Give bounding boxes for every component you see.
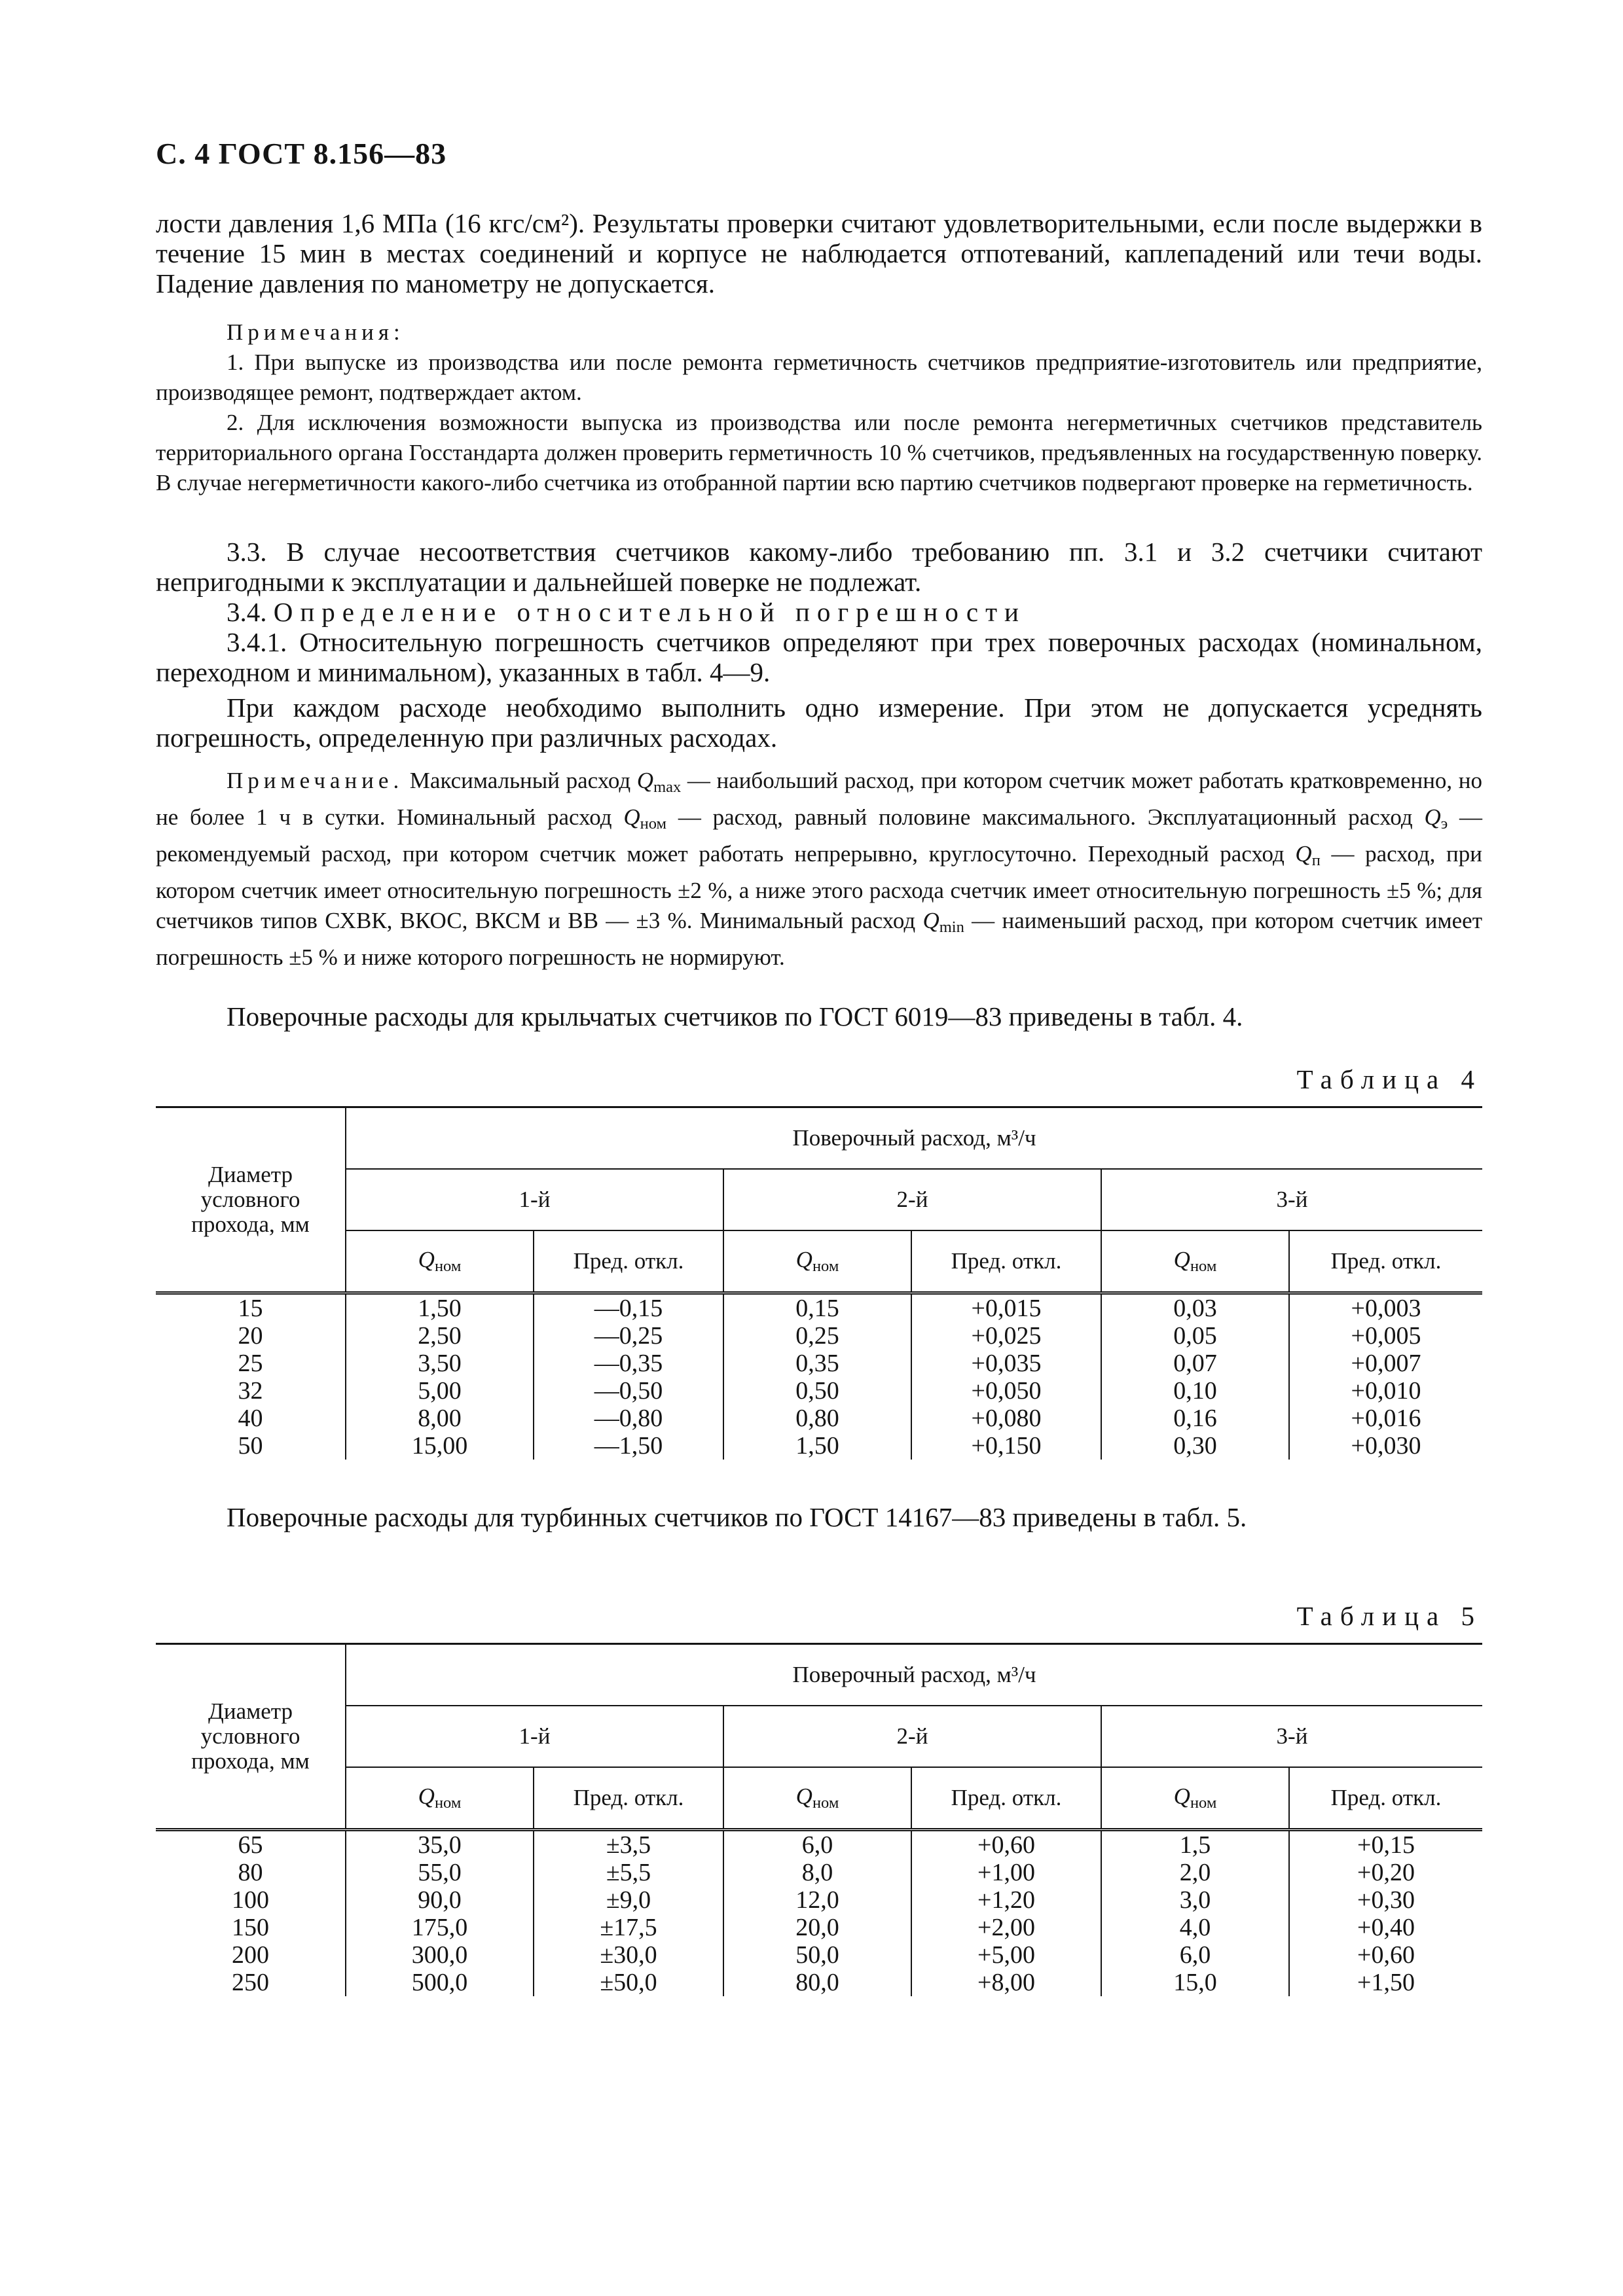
section-3-4-heading xyxy=(156,597,1482,627)
note-label: Примечание. xyxy=(227,768,404,793)
section-3-3-3-4 xyxy=(156,537,1482,753)
para-3-3: 3.3. В случае несоответствия счетчиков какому-либо требованию пп. 3.1 и 3.2 счетчики считают непригодными к эксплуатации и дальнейшей поверке не подлежат. xyxy=(156,537,1482,597)
table5-col-flow: Поверочный расход, м³/ч xyxy=(346,1644,1482,1706)
para-3-4-1: 3.4.1. Относительную погрешность счетчиков определяют при трех поверочных расходах (номинальном, переходном и минимальном), указанных в табл. 4—9. xyxy=(156,627,1482,687)
table5-body xyxy=(156,1830,1482,1997)
table-5 xyxy=(156,1643,1482,1996)
table5-col-diameter: Диаметр условного прохода, мм xyxy=(156,1644,346,1830)
section-3-4-title: Определение относительной погрешности xyxy=(273,597,1026,627)
note-2: 2. Для исключения возможности выпуска из производства или после ремонта негерметичных счетчиков представитель территориального органа Госстандарта должен проверить герметичность 10 % счетчиков, предъявленных на государственную поверку. В случае негерметичности какого-либо счетчика из отобранной партии всю партию счетчиков подвергают проверке на герметичность. xyxy=(156,410,1482,495)
notes-heading: Примечания: xyxy=(227,319,405,345)
table4-pred-1: Пред. откл. xyxy=(534,1230,723,1293)
table4-col-flow: Поверочный расход, м³/ч xyxy=(346,1107,1482,1170)
table5-qnom-3: $Q_{ном}$ xyxy=(1101,1767,1289,1830)
table4-col-q1: 1,50 2,50 3,50 5,00 8,00 15,00 xyxy=(346,1293,534,1460)
table5-qnom-1: $Q_{ном}$ xyxy=(346,1767,534,1830)
table5-qnom-2: $Q_{ном}$ xyxy=(723,1767,911,1830)
table4-flow-1: 1-й xyxy=(346,1169,723,1230)
intro-text: лости давления 1,6 МПа (16 кгс/см²). Результаты проверки считают удовлетворительными, если после выдержки в течение 15 мин в местах соединений и корпусе не наблюдается отпотеваний, каплепадений или течи воды. Падение давления по манометру не допускается. xyxy=(156,208,1482,298)
table5-col-o2: +0,60 +1,00 +1,20 +2,00 +5,00 +8,00 xyxy=(911,1830,1101,1997)
table4-body xyxy=(156,1293,1482,1460)
table5-col-o3: +0,15 +0,20 +0,30 +0,40 +0,60 +1,50 xyxy=(1289,1830,1482,1997)
table4-qnom-3: $Q_{ном}$ xyxy=(1101,1230,1289,1293)
table4-flow-2: 2-й xyxy=(723,1169,1101,1230)
table4-caption: Таблица 4 xyxy=(1296,1064,1482,1094)
section-3-4-number: 3.4. xyxy=(227,597,267,627)
table5-pred-3: Пред. откл. xyxy=(1289,1767,1482,1830)
table5-flow-1: 1-й xyxy=(346,1706,723,1767)
note-1: 1. При выпуске из производства или после ремонта герметичность счетчиков предприятие-изготовитель или предприятие, производящее ремонт, подтверждает актом. xyxy=(156,350,1482,405)
table5-col-q2: 6,0 8,0 12,0 20,0 50,0 80,0 xyxy=(723,1830,911,1997)
table5-pred-1: Пред. откл. xyxy=(534,1767,723,1830)
para-table4-intro: Поверочные расходы для крыльчатых счетчиков по ГОСТ 6019—83 приведены в табл. 4. xyxy=(227,1001,1243,1031)
para-table5-intro: Поверочные расходы для турбинных счетчиков по ГОСТ 14167—83 приведены в табл. 5. xyxy=(227,1502,1247,1532)
table5-caption: Таблица 5 xyxy=(1296,1601,1482,1631)
page-header: С. 4 ГОСТ 8.156—83 xyxy=(156,137,447,170)
intro-paragraph xyxy=(156,208,1482,298)
table4-col-diameter: Диаметр условного прохода, мм xyxy=(156,1107,346,1293)
table4-col-o3: +0,003 +0,005 +0,007 +0,010 +0,016 +0,030 xyxy=(1289,1293,1482,1460)
table4-pred-3: Пред. откл. xyxy=(1289,1230,1482,1293)
notes-block xyxy=(156,317,1482,498)
table5-flow-2: 2-й xyxy=(723,1706,1101,1767)
table4-col-q2: 0,15 0,25 0,35 0,50 0,80 1,50 xyxy=(723,1293,911,1460)
table4-qnom-1: $Q_{ном}$ xyxy=(346,1230,534,1293)
table4-col-o2: +0,015 +0,025 +0,035 +0,050 +0,080 +0,150 xyxy=(911,1293,1101,1460)
table5-col-q3: 1,5 2,0 3,0 4,0 6,0 15,0 xyxy=(1101,1830,1289,1997)
table4-pred-2: Пред. откл. xyxy=(911,1230,1101,1293)
para-each: При каждом расходе необходимо выполнить одно измерение. При этом не допускается усреднять погрешность, определенную при различных расходах. xyxy=(156,692,1482,753)
note-flows xyxy=(156,766,1482,973)
table5-col-o1: ±3,5 ±5,5 ±9,0 ±17,5 ±30,0 ±50,0 xyxy=(534,1830,723,1997)
note-flows-text: Примечание. Максимальный расход $Q_{max}$ — наибольший расход, при котором счетчик может работать кратковременно, но не более 1 ч в сутки. Номинальный расход $Q_{ном}$ — расход, равный половине максимального. Эксплуатационный расход $Q_э$ — рекомендуемый расход, при котором счетчик может работать непрерывно, круглосуточно. Переходный расход $Q_п$ — расход, при котором счетчик имеет относительную погрешность ±2 %, а ниже этого расхода счетчик имеет относительную погрешность ±5 %; для счетчиков типов СХВК, ВКОС, ВКСМ и ВВ — ±3 %. Минимальный расход $Q_{min}$ — наименьший расход, при котором счетчик имеет погрешность ±5 % и ниже которого погрешность не нормируют. xyxy=(156,768,1483,970)
table5-pred-2: Пред. откл. xyxy=(911,1767,1101,1830)
table4-qnom-2: $Q_{ном}$ xyxy=(723,1230,911,1293)
table-4 xyxy=(156,1106,1482,1460)
table4-col-o1: —0,15 —0,25 —0,35 —0,50 —0,80 —1,50 xyxy=(534,1293,723,1460)
table4-col-d: 15 20 25 32 40 50 xyxy=(238,1295,263,1460)
table5-col-q1: 35,0 55,0 90,0 175,0 300,0 500,0 xyxy=(346,1830,534,1997)
table5-col-d: 65 80 100 150 200 250 xyxy=(232,1831,269,1996)
table4-flow-3: 3-й xyxy=(1101,1169,1482,1230)
table4-col-q3: 0,03 0,05 0,07 0,10 0,16 0,30 xyxy=(1101,1293,1289,1460)
table5-flow-3: 3-й xyxy=(1101,1706,1482,1767)
